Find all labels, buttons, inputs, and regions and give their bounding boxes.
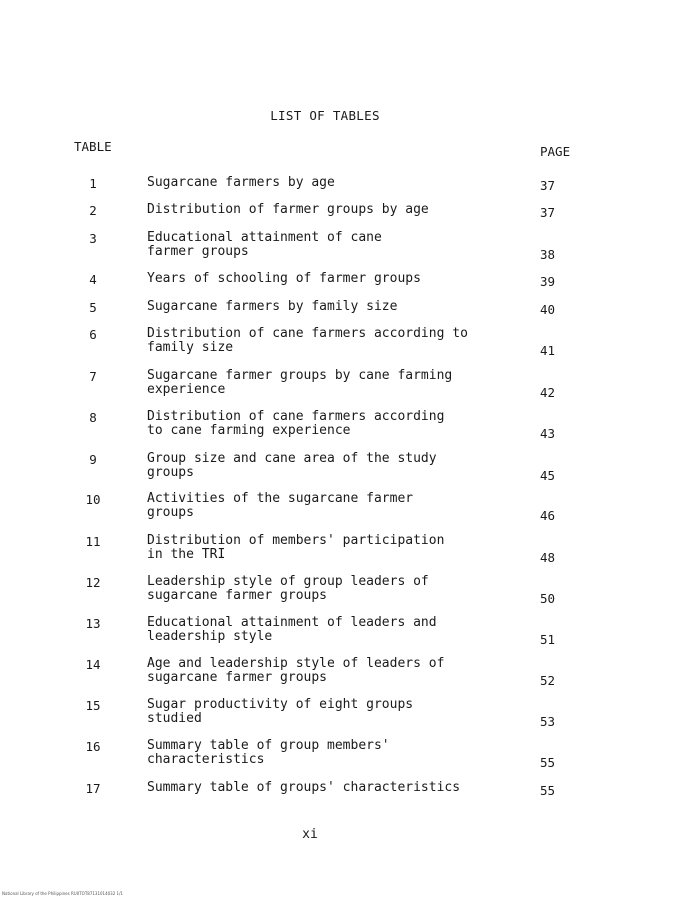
table-caption <box>147 176 527 190</box>
page-reference: 55 <box>540 783 556 798</box>
caption-line: groups <box>147 465 194 480</box>
column-header-page: PAGE <box>540 144 571 159</box>
table-number: 6 <box>89 327 97 342</box>
page-reference: 50 <box>540 591 556 606</box>
page-reference: 40 <box>540 302 556 317</box>
caption-line: Sugar productivity of eight groups <box>147 697 414 712</box>
table-number: 3 <box>89 231 97 246</box>
table-number: 4 <box>89 272 97 287</box>
caption-line: Distribution of members' participation <box>147 533 445 548</box>
table-caption <box>147 452 527 480</box>
table-caption <box>147 492 527 520</box>
caption-line: Leadership style of group leaders of <box>147 574 429 589</box>
table-number: 11 <box>85 534 101 549</box>
table-caption <box>147 575 527 603</box>
caption-line: Age and leadership style of leaders of <box>147 656 445 671</box>
caption-line: in the TRI <box>147 547 226 562</box>
caption-line: Distribution of cane farmers according to <box>147 326 468 341</box>
page-reference: 52 <box>540 673 556 688</box>
table-caption <box>147 300 527 314</box>
caption-line: Sugarcane farmers by family size <box>147 299 398 314</box>
page-number: xi <box>302 827 318 842</box>
page-reference: 48 <box>540 550 556 565</box>
table-caption <box>147 616 527 644</box>
page-reference: 42 <box>540 385 556 400</box>
table-caption <box>147 657 527 685</box>
table-number: 12 <box>85 575 101 590</box>
table-caption <box>147 410 527 438</box>
table-caption <box>147 203 527 217</box>
column-header-table: TABLE <box>74 139 112 154</box>
page-reference: 39 <box>540 274 556 289</box>
caption-line: Educational attainment of cane <box>147 230 382 245</box>
page-reference: 41 <box>540 343 556 358</box>
table-number: 13 <box>85 616 101 631</box>
page-reference: 37 <box>540 178 556 193</box>
caption-line: leadership style <box>147 629 273 644</box>
caption-line: characteristics <box>147 752 265 767</box>
table-number: 16 <box>85 739 101 754</box>
page-reference: 46 <box>540 508 556 523</box>
caption-line: Summary table of group members' <box>147 738 390 753</box>
page-reference: 43 <box>540 426 556 441</box>
table-caption <box>147 327 527 355</box>
table-number: 17 <box>85 781 101 796</box>
caption-line: family size <box>147 340 234 355</box>
table-caption <box>147 781 527 795</box>
table-caption <box>147 369 527 397</box>
page-reference: 53 <box>540 714 556 729</box>
table-number: 14 <box>85 657 101 672</box>
table-number: 5 <box>89 300 97 315</box>
table-number: 9 <box>89 452 97 467</box>
caption-line: Distribution of cane farmers according <box>147 409 445 424</box>
caption-line: farmer groups <box>147 244 249 259</box>
caption-line: groups <box>147 505 194 520</box>
table-number: 8 <box>89 410 97 425</box>
page-reference: 45 <box>540 468 556 483</box>
caption-line: Sugarcane farmers by age <box>147 175 335 190</box>
page-reference: 37 <box>540 205 556 220</box>
table-caption <box>147 534 527 562</box>
table-number: 10 <box>85 492 101 507</box>
table-number: 7 <box>89 369 97 384</box>
table-number: 15 <box>85 698 101 713</box>
caption-line: Years of schooling of farmer groups <box>147 271 421 286</box>
caption-line: experience <box>147 382 226 397</box>
caption-line: Summary table of groups' characteristics <box>147 780 461 795</box>
caption-line: sugarcane farmer groups <box>147 588 328 603</box>
table-number: 1 <box>89 176 97 191</box>
page-reference: 55 <box>540 755 556 770</box>
scan-credit-line: National Library of the Philippines RU0TOT87131014032 1/1 <box>2 891 123 896</box>
caption-line: Distribution of farmer groups by age <box>147 202 429 217</box>
caption-line: sugarcane farmer groups <box>147 670 328 685</box>
caption-line: Activities of the sugarcane farmer <box>147 491 414 506</box>
caption-line: studied <box>147 711 202 726</box>
table-caption <box>147 272 527 286</box>
table-caption <box>147 739 527 767</box>
table-number: 2 <box>89 203 97 218</box>
table-caption <box>147 231 527 259</box>
caption-line: Educational attainment of leaders and <box>147 615 437 630</box>
table-caption <box>147 698 527 726</box>
caption-line: to cane farming experience <box>147 423 351 438</box>
page-title: LIST OF TABLES <box>270 108 380 123</box>
caption-line: Sugarcane farmer groups by cane farming <box>147 368 453 383</box>
caption-line: Group size and cane area of the study <box>147 451 437 466</box>
page-reference: 51 <box>540 632 556 647</box>
page-reference: 38 <box>540 247 556 262</box>
